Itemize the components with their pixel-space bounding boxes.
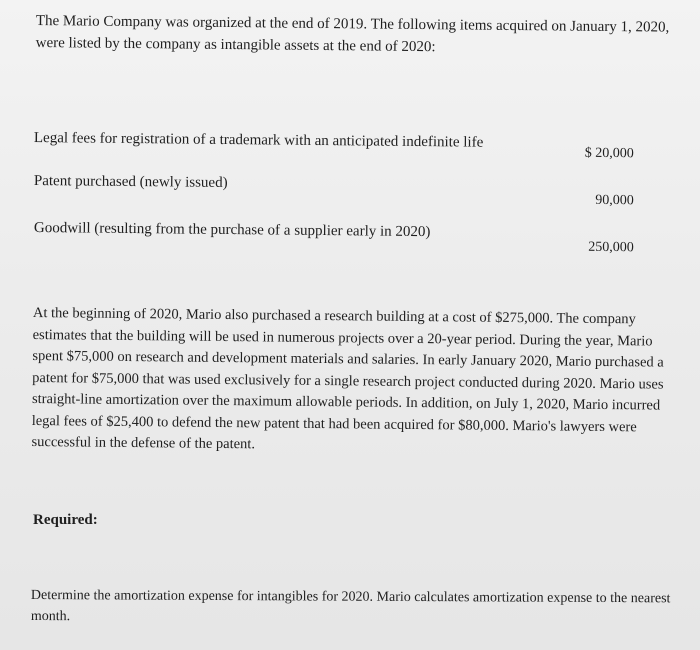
- task-text: Determine the amortization expense for intangibles for 2020. Mario calculates amortization expense to the nearest month.: [30, 587, 671, 625]
- asset-row-goodwill: [34, 220, 674, 257]
- intro-text: The Mario Company was organized at the end of 2019. The following items acquired on January 1, 2020, were listed by the company as intangible assets at the end of 2020:: [35, 12, 670, 56]
- asset-row-trademark: [34, 130, 674, 167]
- required-heading: Required:: [33, 512, 98, 528]
- asset-label: Patent purchased (newly issued): [33, 173, 228, 192]
- asset-amount: 250,000: [588, 239, 634, 256]
- asset-label: Legal fees for registration of a trademark with an anticipated indefinite life: [33, 130, 484, 151]
- asset-label: Goodwill (resulting from the purchase of a supplier early in 2020): [33, 220, 431, 241]
- asset-amount: 90,000: [595, 192, 634, 209]
- asset-amount: $ 20,000: [584, 145, 634, 162]
- asset-row-patent: [34, 173, 674, 210]
- building-paragraph: At the beginning of 2020, Mario also purchased a research building at a cost of $275,000. The company estimates that the building will be used in numerous projects over a 20-year period. During the year, Mario spent $75,000 on research and development materials and salaries. In early January 2020, Mario purchased a patent for $75,000 that was used exclusively for a single research project conducted during 2020. Mario uses straight-line amortization over the maximum allowable periods. In addition, on July 1, 2020, Mario incurred legal fees of $25,400 to defend the new patent that had been acquired for $80,000. Mario's lawyers were successful in the defense of the patent.: [31, 304, 664, 453]
